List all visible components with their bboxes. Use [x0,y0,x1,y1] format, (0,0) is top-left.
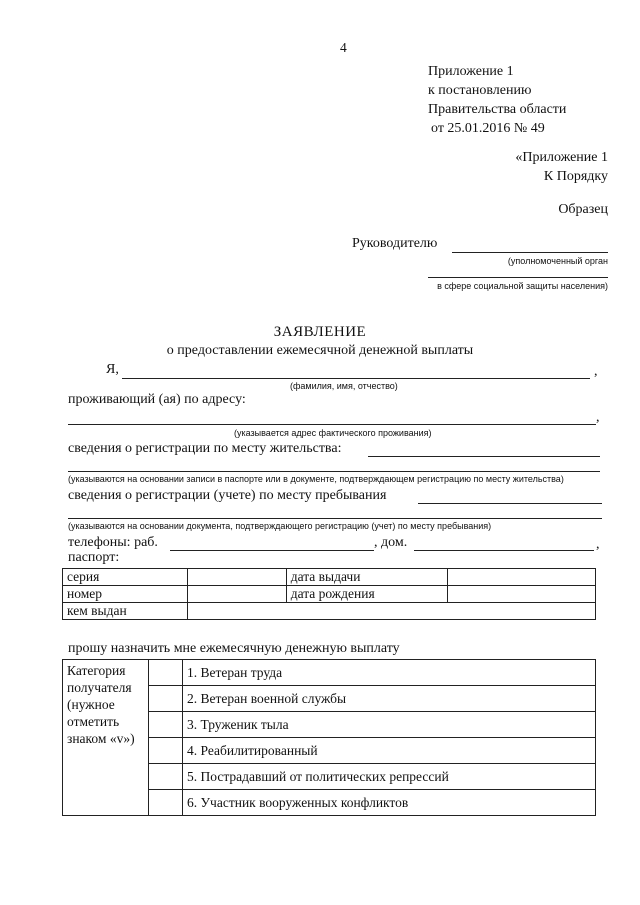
phones-comma: , [596,537,600,552]
birth-date-label: дата рождения [286,586,448,603]
category-table [62,659,596,816]
issued-by-label: кем выдан [63,603,188,620]
header-line-3: Правительства области [428,102,567,117]
header-line-2: к постановлению [428,83,532,98]
registration-hint: (указываются на основании записи в паспорте или в документе, подтверждающем регистрацию по месту жительства) [68,474,564,484]
passport-table [62,568,596,620]
addressee-label: Руководителю [352,236,438,251]
header-line-1: Приложение 1 [428,64,514,79]
fio-comma: , [594,364,598,379]
checkbox-2[interactable] [149,686,183,712]
page-number: 4 [340,40,347,55]
category-label-line-5: знаком «v») [67,731,135,746]
addressee-line[interactable] [452,252,608,253]
registration-line-2[interactable] [68,471,600,472]
passport-row-3 [63,603,596,620]
addressee-line-2[interactable] [428,277,608,278]
registration-line[interactable] [368,456,600,457]
appendix-block [515,148,608,186]
stay-line[interactable] [418,503,602,504]
series-label: серия [63,569,188,586]
stay-line-2[interactable] [68,518,602,519]
passport-row-1 [63,569,596,586]
request-text: прошу назначить мне ежемесячную денежную выплату [68,641,400,656]
appendix-line-2: К Порядку [543,169,608,184]
category-row-1 [63,660,596,686]
address-hint: (указывается адрес фактического проживания) [234,428,432,438]
work-phone-line[interactable] [170,550,374,551]
passport-label: паспорт: [68,550,120,565]
option-2: 2. Ветеран военной службы [183,686,596,712]
issue-date-label: дата выдачи [286,569,448,586]
checkbox-6[interactable] [149,790,183,816]
checkbox-3[interactable] [149,712,183,738]
checkbox-1[interactable] [149,660,183,686]
document-title: ЗАЯВЛЕНИЕ [273,324,367,340]
address-line[interactable] [68,424,596,425]
category-label [63,660,149,816]
number-value[interactable] [188,586,287,603]
passport-row-2 [63,586,596,603]
home-phone-line[interactable] [414,550,594,551]
series-value[interactable] [188,569,287,586]
option-4: 4. Реабилитированный [183,738,596,764]
category-label-line-1: Категория [67,663,126,678]
option-5: 5. Пострадавший от политических репрессий [183,764,596,790]
category-label-line-4: отметить [67,714,120,729]
birth-date-value[interactable] [448,586,596,603]
header-block [428,62,566,138]
address-label: проживающий (ая) по адресу: [68,392,246,407]
document-subtitle: о предоставлении ежемесячной денежной выплаты [166,343,474,358]
home-phone-label: , дом. [374,535,408,550]
registration-label: сведения о регистрации по месту жительства: [68,441,342,456]
addressee-hint-1: (уполномоченный орган [507,256,608,266]
option-6: 6. Участник вооруженных конфликтов [183,790,596,816]
checkbox-4[interactable] [149,738,183,764]
option-1: 1. Ветеран труда [183,660,596,686]
stay-hint: (указываются на основании документа, подтверждающего регистрацию (учет) по месту пребывания) [68,521,492,531]
addressee-hint-2: в сфере социальной защиты населения) [437,281,608,291]
issue-date-value[interactable] [448,569,596,586]
option-3: 3. Труженик тыла [183,712,596,738]
header-line-4: от 25.01.2016 № 49 [431,121,545,136]
stay-label: сведения о регистрации (учете) по месту пребывания [68,488,387,503]
category-label-line-2: получателя [67,680,132,695]
fio-line[interactable] [122,378,590,379]
i-label: Я, [106,362,119,377]
category-label-line-3: (нужное [67,697,115,712]
sample-label: Образец [558,202,608,217]
number-label: номер [63,586,188,603]
checkbox-5[interactable] [149,764,183,790]
appendix-line-1: «Приложение 1 [515,150,608,165]
fio-hint: (фамилия, имя, отчество) [290,381,398,391]
issued-by-value[interactable] [188,603,596,620]
address-comma: , [596,410,600,425]
phones-label: телефоны: раб. [68,535,158,550]
